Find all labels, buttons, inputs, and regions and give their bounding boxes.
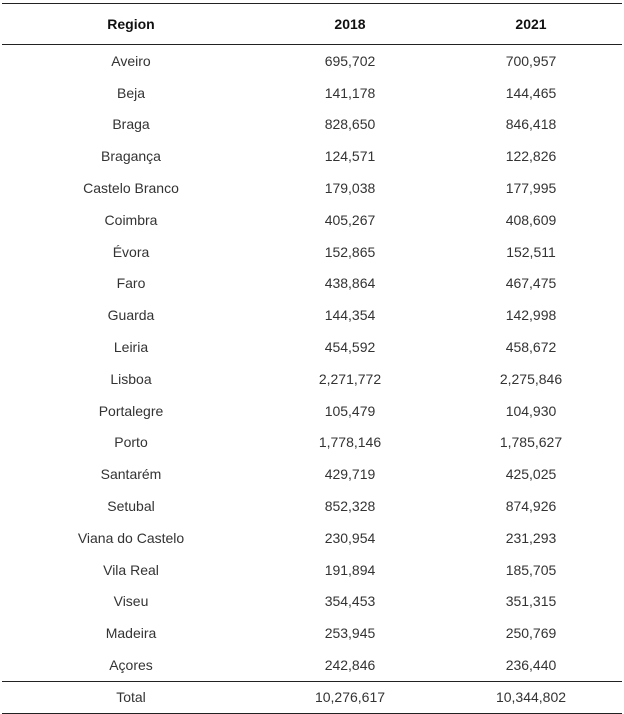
cell-region: Viana do Castelo	[77, 529, 185, 546]
cell-2021: 408,609	[505, 211, 557, 228]
cell-2021: 458,672	[505, 339, 557, 356]
table-row	[2, 427, 622, 459]
cell-2018: 124,571	[324, 148, 376, 165]
table-row	[2, 586, 622, 618]
cell-2021: 104,930	[505, 402, 557, 419]
cell-region: Évora	[112, 243, 150, 260]
cell-2018: 2,271,772	[318, 370, 382, 387]
cell-2018: 454,592	[324, 339, 376, 356]
table-row	[2, 299, 622, 331]
cell-2021: 144,465	[505, 84, 557, 101]
cell-2018: 191,894	[324, 561, 376, 578]
cell-2018: 105,479	[324, 402, 376, 419]
total-label: Total	[116, 689, 146, 706]
header-row	[2, 4, 622, 45]
table-row	[2, 268, 622, 300]
table-row	[2, 617, 622, 649]
cell-2021: 142,998	[505, 307, 557, 324]
cell-2018: 152,865	[324, 243, 376, 260]
cell-region: Bragança	[101, 148, 161, 165]
cell-2021: 467,475	[505, 275, 557, 292]
cell-2021: 1,785,627	[499, 434, 563, 451]
table-row	[2, 490, 622, 522]
table-row	[2, 45, 622, 77]
table-row	[2, 172, 622, 204]
cell-region: Viseu	[113, 593, 149, 610]
cell-2021: 236,440	[505, 657, 557, 674]
table-footer	[2, 681, 622, 713]
cell-region: Porto	[114, 434, 148, 451]
table-row	[2, 522, 622, 554]
table-row	[2, 204, 622, 236]
table-row	[2, 236, 622, 268]
table-row	[2, 458, 622, 490]
table-row	[2, 140, 622, 172]
table-header	[2, 4, 622, 45]
table-row	[2, 649, 622, 681]
cell-2018: 253,945	[324, 625, 376, 642]
cell-2018: 438,864	[324, 275, 376, 292]
cell-region: Vila Real	[103, 561, 159, 578]
table-row	[2, 331, 622, 363]
cell-region: Leiria	[113, 339, 149, 356]
cell-region: Madeira	[105, 625, 157, 642]
cell-2021: 231,293	[505, 529, 557, 546]
cell-region: Coimbra	[104, 211, 158, 228]
cell-2018: 179,038	[324, 180, 376, 197]
cell-2018: 354,453	[324, 593, 376, 610]
column-header-2021: 2021	[515, 16, 547, 32]
cell-2018: 242,846	[324, 657, 376, 674]
cell-region: Santarém	[100, 466, 162, 483]
cell-2018: 1,778,146	[318, 434, 382, 451]
cell-2021: 177,995	[505, 180, 557, 197]
cell-2021: 185,705	[505, 561, 557, 578]
cell-2021: 425,025	[505, 466, 557, 483]
cell-2021: 846,418	[505, 116, 557, 133]
column-header-region: Region	[107, 16, 155, 32]
cell-2018: 828,650	[324, 116, 376, 133]
cell-region: Lisboa	[110, 370, 152, 387]
total-row	[2, 681, 622, 713]
cell-region: Guarda	[107, 307, 155, 324]
cell-region: Castelo Branco	[83, 180, 179, 197]
table-row	[2, 363, 622, 395]
cell-2018: 144,354	[324, 307, 376, 324]
table-body	[2, 45, 622, 682]
cell-2021: 122,826	[505, 148, 557, 165]
cell-2021: 152,511	[506, 243, 556, 260]
cell-2018: 141,178	[324, 84, 376, 101]
cell-2021: 2,275,846	[499, 370, 563, 387]
table-row	[2, 77, 622, 109]
cell-2021: 874,926	[505, 498, 557, 515]
cell-region: Açores	[109, 657, 153, 674]
cell-2018: 695,702	[324, 52, 376, 69]
cell-2021: 351,315	[505, 593, 557, 610]
cell-region: Portalegre	[98, 402, 164, 419]
column-header-2018: 2018	[334, 16, 366, 32]
table-row	[2, 109, 622, 141]
cell-2018: 230,954	[324, 529, 376, 546]
population-table	[2, 3, 622, 714]
table-row	[2, 554, 622, 586]
cell-region: Faro	[116, 275, 146, 292]
cell-region: Setubal	[107, 498, 155, 515]
cell-region: Beja	[116, 84, 146, 101]
table-row	[2, 395, 622, 427]
total-2021: 10,344,802	[495, 689, 567, 706]
cell-2018: 429,719	[324, 466, 376, 483]
cell-2018: 852,328	[324, 498, 376, 515]
cell-region: Braga	[112, 116, 150, 133]
total-2018: 10,276,617	[314, 689, 386, 706]
cell-region: Aveiro	[111, 52, 151, 69]
cell-2021: 250,769	[505, 625, 557, 642]
cell-2021: 700,957	[505, 52, 557, 69]
cell-2018: 405,267	[324, 211, 376, 228]
